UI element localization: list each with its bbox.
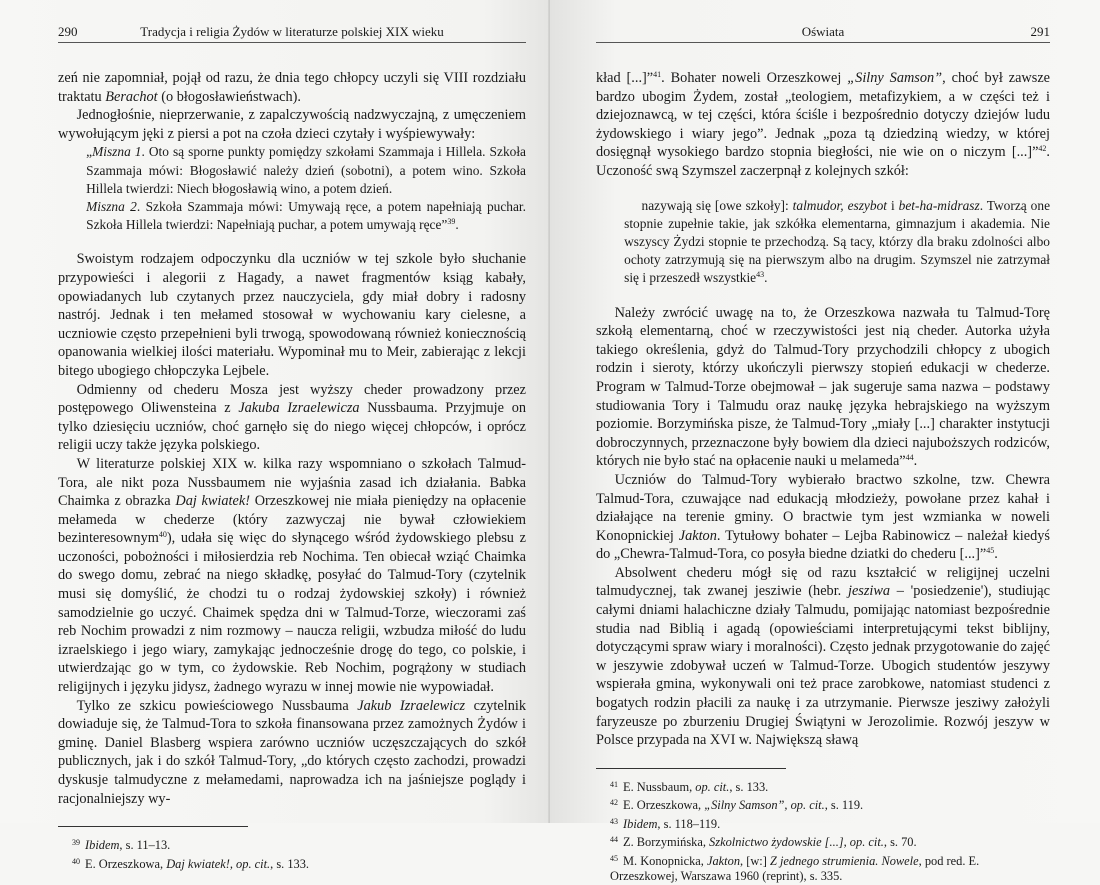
footnote-ref: 41	[653, 70, 662, 79]
footnote: $^{39}$ Ibidem, s. 11–13.	[72, 838, 171, 853]
footnote-ref: 45	[986, 546, 995, 556]
block-quote: „Miszna 1. Oto są sporne punkty pomiędzy szkołami Szammaja i Hillela. Szkoła Szammaja mówi: Błogosławić należy dzień (sobotni), a potem wino. Szkoła Hillela twierdzi: Niech błogosławią wino, a potem dzień.	[86, 144, 526, 196]
paragraph: Tylko ze szkicu powieściowego Nussbauma Jakub Izraelewicz czytelnik dowiaduje się, że Talmud-Tora to szkoła finansowana przez zamożnych Żydów i gminę. Daniel Blasberg wspiera zarówno uczniów uczęszczających do szkół publicznych, jak i do szkół Talmud-Tory, „do których często zachodzi, prowadzi dyskusje talmudyczne z mełamedami, naprowadza ich na jaśniejsze poglądy i racjonalniejszy wy-	[58, 697, 526, 807]
left-page	[0, 0, 550, 871]
block-quote: nazywają się [owe szkoły]: talmudor, eszybot i bet-ha-midrasz. Tworzą one stopnie zupełnie takie, jak szkółka elementarna, gimnazjum i akademia. Nie wszyscy Żydzi stopnie te przechodzą. Są tacy, którzy dla braku zdolności albo ochoty zatrzymują się na pierwszym albo na drugim. Szymszel nie zatrzymał się i przeszedł wszystkie$^{43}$.	[624, 197, 1051, 286]
page-number: 291	[1030, 24, 1050, 39]
footnote: $^{44}$ Z. Borzymińska, Szkolnictwo żydowskie [...], op. cit., s. 70.	[610, 835, 917, 850]
footnote: $^{42}$ E. Orzeszkowa, „Silny Samson”, op. cit., s. 119.	[610, 798, 864, 813]
paragraph: W literaturze polskiej XIX w. kilka razy wspomniano o szkołach Talmud-Tora, ale nikt poza Nussbaumem nie wyjaśnia zasad ich działania. Babka Chaimka z obrazka Daj kwiatek! Orzeszkowej nie miała pieniędzy na opłacenie mełameda w chederze (który zazwyczaj nie bywał człowiekiem bezinteresownym$^{40}$), udała się więc do słynącego wśród żydowskiego plebsu z uczoności, pobożności i miłosierdzia reb Nochima. Ten obiecał wziąć Chaimka do swego domu, zebrać na niego składkę, posyłać do Talmud-Tory (czytelnik musi się domyślić, że chodzi tu o rodzaj żydowskiej szkoły) i również samodzielnie go uczyć. Chaimek spędza dni w Talmud-Torze, wieczorami zaś reb Nochim prowadzi z nim rozmowy – naucza religii, wzbudza miłość do ludu izraelskiego i jego wiary, zamykając jednocześnie drogę do tego, co polskie, i utwierdzając go w tym, co żydowskie. Reb Nochim, pogrążony w studiach religijnych i języku jidysz, żadnego wyrazu w innej mowie nie wypowiadał.	[58, 455, 526, 696]
footnote-ref: 39	[447, 217, 456, 227]
right-page-body	[596, 69, 1050, 750]
footnote-ref: 40	[158, 530, 167, 540]
left-page-body	[58, 69, 526, 808]
footnote-rule	[596, 768, 786, 769]
paragraph: kład [...]”$^{41}$. Bohater noweli Orzeszkowej „Silny Samson”, choć był zawsze bardzo ubogim Żydem, został „teologiem, metafizykiem, a w części też i dziejoznawcą, w tej części, która ściśle i bezpośrednio dotyczy dziejów ludu żydowskiego i wiary jego”. Jednak „poza tą dziedziną wiedzy, w której dosięgnął wysokiego bardzo stopnia biegłości, nie wie on o niczym [...]”$^{42}$. Uczoność swą Szymszel zaczerpnął z kolejnych szkół:	[596, 70, 1051, 179]
right-page	[550, 0, 1100, 884]
paragraph: Absolwent chederu mógł się od razu kształcić w religijnej uczelni talmudycznej, tak zwanej jesziwie (hebr. jesziwa – 'posiedzenie'), studiując całymi dniami halachiczne działy Talmudu, pomijając natomiast bezpośrednie studia nad Biblią i agadą (opowieściami interpretującymi tekst biblijny, dotyczącymi spraw wiary i moralności). Często jednak przygotowanie do zajęć w jeszywie zdobywał uczeń w Talmud-Torze. Ubogich studentów jeszywy wspierała gmina, wykonywali oni też prace zarobkowe, natomiast studenci z bogatych rodzin płacili za naukę i za utrzymanie. Pierwsze jesziwy założyli faryzeusze po zburzeniu Drugiej Świątyni w Jerozolimie. Rozwój jeszyw w Polsce przypada na XVI w. Największą sławą	[596, 564, 1050, 749]
footnote: $^{41}$ E. Nussbaum, op. cit., s. 133.	[610, 779, 769, 794]
paragraph: Jednogłośnie, nieprzerwanie, z zapalczywością nadzwyczajną, z umęczeniem wywołującym jęki z piersi a pot na czoła dzieci czytały i wyśpiewywały:	[58, 107, 526, 142]
block-quote: Miszna 2. Szkoła Szammaja mówi: Umywają ręce, a potem napełniają puchar. Szkoła Hillela twierdzi: Napełniają puchar, a potem umywają ręce”$^{39}$.	[86, 198, 527, 233]
footnote: $^{40}$ E. Orzeszkowa, Daj kwiatek!, op. cit., s. 133.	[72, 856, 310, 871]
running-header-left	[58, 22, 526, 43]
paragraph: Uczniów do Talmud-Tory wybierało bractwo szkolne, tzw. Chewra Talmud-Tora, czuwające nad edukacją młodzieży, powołane przez kahał i działające na terenie gminy. O bractwie tym jest wzmianka w noweli Konopnickiej Jakton. Tytułowy bohater – Lejba Rabinowicz – należał kiedyś do „Chewra-Talmud-Tora, co posyła biedne dziatki do chederu [...]”$^{45}$.	[596, 471, 1050, 563]
page-number: 290	[58, 24, 78, 39]
running-head-title: Oświata	[801, 24, 845, 39]
footnote-rule	[58, 826, 248, 827]
footnote-ref: 42	[1038, 144, 1047, 154]
paragraph: Należy zwrócić uwagę na to, że Orzeszkowa nazwała tu Talmud-Torę szkołą elementarną, choć w rzeczywistości jest nią cheder. Autorka użyła takiego określenia, gdyż do Talmud-Tory przychodzili chłopcy z ubogich rodzin i sieroty, którzy ukończyli pierwszy stopień edukacji w chederze. Program w Talmud-Torze obejmował – jak sugeruje sama nazwa – podstawy studiowania Tory i Talmudu oraz naukę języka hebrajskiego na wyższym poziomie. Borzymińska pisze, że Talmud-Tory „miały [...] charakter instytucji dobroczynnych, przeznaczone były bowiem dla dzieci najuboższych rodziców, których nie było stać na opłacenie nauki u melameda”$^{44}$.	[596, 304, 1050, 470]
paragraph: Swoistym rodzajem odpoczynku dla uczniów w tej szkole było słuchanie przypowieści i alegorii z Hagady, a nawet fragmentów ksiąg kabały, opowiadanych lub czytanych przez nauczyciela, gdy miał dobry i radosny nastrój. Jednak i ten mełamed stosował w wychowaniu kary cielesne, a uczniowie często przepełnieni byli trwogą, spowodowaną również koniecznością opanowania wielkiej ilości materiału. Wypominał mu to Meir, zabierając z lekcji bitego ubogiego chłopczyka Lejbele.	[58, 251, 526, 379]
footnote-ref: 43	[756, 270, 765, 280]
footnote-ref: 44	[905, 453, 914, 463]
footnote: $^{43}$ Ibidem, s. 118–119.	[610, 816, 721, 831]
running-header-right	[596, 22, 1050, 43]
paragraph: Odmienny od chederu Mosza jest wyższy cheder prowadzony przez postępowego Oliwensteina z Jakuba Izraelewicza Nussbauma. Przyjmuje on tylko dziesięciu uczniów, choć garnęło się do niego więcej chłopców, i oprócz religii uczy także języka polskiego.	[58, 381, 526, 454]
footnote: $^{45}$ M. Konopnicka, Jakton, [w:] Z jednego strumienia. Nowele, pod red. E. Orzeszkowej, Warszawa 1960 (reprint), s. 335.	[610, 853, 980, 884]
paragraph: zeń nie zapomniał, pojął od razu, że dnia tego chłopcy uczyli się VIII rozdziału traktatu Berachot (o błogosławieństwach).	[58, 70, 526, 105]
running-head-title: Tradycja i religia Żydów w literaturze polskiej XIX wieku	[140, 24, 444, 39]
